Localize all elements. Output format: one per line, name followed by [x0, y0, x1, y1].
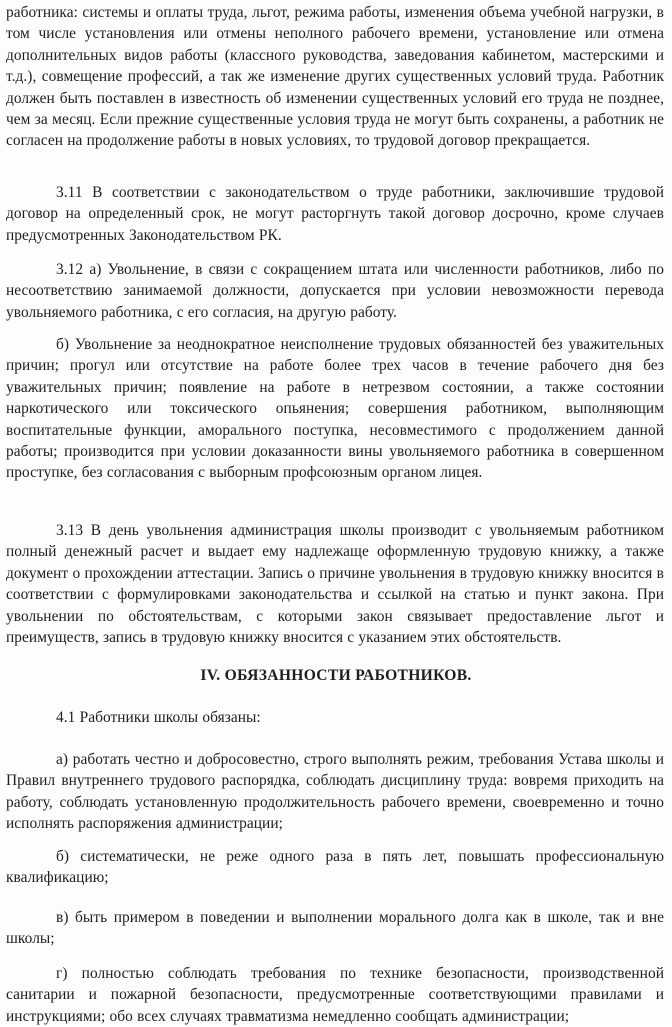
paragraph-3-12-a: 3.12 а) Увольнение, в связи с сокращением штата или численности работников, либо по несоответствию занимаемой должности, допускается при условии невозможности перевода увольняемого работника, с его согласия, на другую работу.	[6, 261, 664, 321]
paragraph-3-13: 3.13 В день увольнения администрация школы производит с увольняемым работником полный денежный расчет и выдает ему надлежаще оформленную трудовую книжку, а также документ о прохождении аттестации. Запись о причине увольнения в трудовую книжку вносится в соответствии с формулировками законодательства и ссылкой на статью и пункт закона. При увольнении по обстоятельствам, с которыми закон связывает предоставление льгот и преимуществ, запись в трудовую книжку вносится с указанием этих обстоятельств.	[6, 522, 664, 647]
paragraph-4-1-v: в) быть примером в поведении и выполнении морального долга как в школе, так и вне школы;	[6, 909, 664, 948]
paragraph-3-11: 3.11 В соответствии с законодательством о труде работники, заключившие трудовой договор на определенный срок, не могут расторгнуть такой договор досрочно, кроме случаев предусмотренных Законодательством РК.	[6, 184, 664, 244]
paragraph-3-12-b: б) Увольнение за неоднократное неисполнение трудовых обязанностей без уважительных причин; прогул или отсутствие на работе более трех часов в течение рабочего дня без уважительных причин; появление на работе в нетрезвом состоянии, а также состоянии наркотического или токсического опьянения; совершения работником, выполняющим воспитательные функции, аморального поступка, несовместимого с продолжением данной работы; производится при условии доказанности вины увольняемого работника в совершенном проступке, без согласования с выборным профсоюзным органом лицея.	[6, 336, 664, 482]
paragraph-4-1: 4.1 Работники школы обязаны:	[56, 709, 261, 726]
paragraph-4-1-g: г) полностью соблюдать требования по технике безопасности, производственной санитарии и пожарной безопасности, предусмотренные соответствующими правилами и инструкциями; обо всех случаях травматизма немедленно сообщать администрации;	[6, 965, 664, 1025]
paragraph-4-1-a: а) работать честно и добросовестно, строго выполнять режим, требования Устава школы и Правил внутреннего трудового распорядка, соблюдать дисциплину труда: вовремя приходить на работу, соблюдать установленную продолжительность рабочего времени, своевременно и точно исполнять распоряжения администрации;	[6, 751, 664, 833]
paragraph-4-1-b: б) систематически, не реже одного раза в пять лет, повышать профессиональную квалификацию;	[6, 848, 664, 887]
paragraph-3-10-continuation: работника: системы и оплаты труда, льгот, режима работы, изменения объема учебной нагрузки, в том числе установления или отмены неполного рабочего времени, установление или отмена дополнительных видов работы (классного руководства, заведования кабинетом, мастерскими и т.д.), совмещение профессий, а так же изменение других существенных условий труда. Работник должен быть поставлен в известность об изменении существенных условий его труда не позднее, чем за месяц. Если прежние существенные условия труда не могут быть сохранены, а работник не согласен на продолжение работы в новых условиях, то трудовой договор прекращается.	[6, 4, 664, 150]
section-heading: IV. ОБЯЗАННОСТИ РАБОТНИКОВ.	[200, 667, 472, 684]
